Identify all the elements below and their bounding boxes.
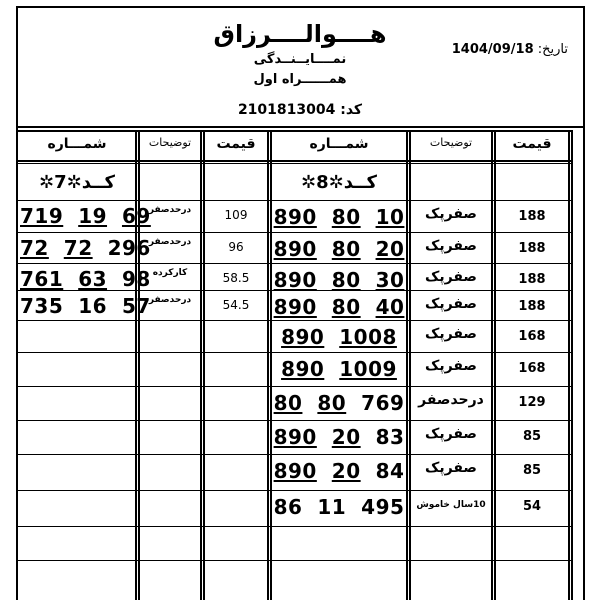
grid-line	[18, 160, 573, 162]
number-part: 80	[317, 391, 347, 415]
number-part: 890	[273, 205, 317, 229]
right-description-header: توضیحات	[429, 136, 473, 149]
right-section-code: کــد✲8✲	[301, 172, 377, 193]
left-section-code: کــد✲7✲	[39, 172, 115, 193]
price: 129	[518, 395, 546, 410]
number-part: 890	[273, 295, 317, 319]
grid-line	[18, 232, 573, 233]
number-part: 69	[121, 204, 151, 228]
date-label: تاریخ:	[537, 42, 568, 57]
number-part: 30	[375, 268, 405, 292]
left-description-header: توضیحات	[148, 136, 192, 149]
number-part: 86	[273, 495, 303, 519]
grid-line	[18, 352, 573, 353]
agency-code	[200, 102, 400, 118]
date	[418, 42, 568, 57]
number-part: 72	[20, 236, 49, 260]
subtitle-agency: نمــــایــنــدگی	[253, 52, 347, 67]
phone-number	[20, 294, 151, 318]
phone-number	[272, 459, 406, 483]
description: کارکرده	[152, 268, 188, 278]
number-part: 719	[20, 204, 64, 228]
number-part: 890	[273, 268, 317, 292]
subtitle-operator: همــــــراه اول	[253, 72, 347, 87]
number-part: 83	[375, 425, 405, 449]
phone-number	[20, 267, 151, 291]
number-part: 80	[273, 391, 303, 415]
phone-number	[272, 268, 406, 292]
number-part: 20	[375, 237, 405, 261]
number-part: 495	[361, 495, 405, 519]
description: صفرپک	[425, 326, 477, 342]
phone-number	[272, 237, 406, 261]
number-part: 84	[375, 459, 405, 483]
phone-number	[272, 495, 406, 519]
description: صفرپک	[425, 358, 477, 374]
number-part: 40	[375, 295, 405, 319]
right-price-header: قیمت	[512, 136, 552, 152]
number-part: 1009	[339, 357, 397, 381]
agency-code-label: کد:	[340, 102, 363, 118]
description: درحدصفر	[148, 295, 192, 305]
number-part: 19	[78, 204, 108, 228]
page-title: هــــوالــــرزاق	[213, 20, 387, 48]
number-part: 890	[273, 425, 317, 449]
number-part: 890	[281, 357, 325, 381]
phone-number	[272, 391, 406, 415]
phone-number	[272, 357, 406, 381]
grid-line	[18, 526, 573, 527]
price: 54.5	[222, 298, 250, 312]
number-part: 890	[281, 325, 325, 349]
description: صفرپک	[425, 296, 477, 312]
grid-line	[18, 560, 573, 561]
price: 188	[518, 209, 546, 224]
description: درحدصفر	[148, 237, 192, 247]
price: 109	[224, 208, 248, 222]
number-part: 1008	[339, 325, 397, 349]
description: صفرپک	[425, 460, 477, 476]
agency-code-value: 2101813004	[237, 102, 336, 118]
grid-line	[18, 200, 573, 201]
grid-line	[18, 163, 573, 164]
number-part: 16	[78, 294, 108, 318]
price: 96	[228, 240, 244, 254]
phone-number	[272, 295, 406, 319]
price: 188	[518, 272, 546, 287]
phone-number	[20, 236, 151, 260]
number-part: 761	[20, 267, 64, 291]
description: درحدصفر	[418, 392, 484, 408]
price: 168	[518, 329, 546, 344]
grid-line	[18, 490, 573, 491]
price: 188	[518, 241, 546, 256]
number-part: 20	[331, 425, 361, 449]
grid-line	[18, 263, 573, 264]
grid-line	[18, 420, 573, 421]
number-part: 63	[78, 267, 108, 291]
phone-number	[20, 204, 151, 228]
price: 85	[522, 429, 542, 444]
grid-line	[18, 454, 573, 455]
right-number-header: شمـــاره	[309, 136, 369, 152]
grid-line	[18, 386, 573, 387]
number-part: 296	[107, 236, 151, 260]
number-part: 769	[361, 391, 405, 415]
description: صفرپک	[425, 238, 477, 254]
description: درحدصفر	[148, 205, 192, 215]
price: 58.5	[222, 271, 250, 285]
number-part: 890	[273, 237, 317, 261]
description: صفرپک	[425, 426, 477, 442]
header-divider	[16, 126, 585, 128]
phone-number	[272, 205, 406, 229]
number-part: 735	[20, 294, 64, 318]
number-part: 80	[331, 295, 361, 319]
number-part: 80	[331, 205, 361, 229]
number-part: 80	[331, 268, 361, 292]
date-value: 1404/09/18	[451, 42, 534, 57]
left-price-header: قیمت	[216, 136, 256, 152]
grid-line	[18, 130, 573, 132]
phone-number	[272, 425, 406, 449]
left-number-header: شمـــاره	[47, 136, 107, 152]
number-part: 890	[273, 459, 317, 483]
price: 188	[518, 299, 546, 314]
grid-line	[18, 320, 573, 321]
description: صفرپک	[425, 206, 477, 222]
description: صفرپک	[425, 269, 477, 285]
price: 168	[518, 361, 546, 376]
phone-number	[272, 325, 406, 349]
number-part: 20	[331, 459, 361, 483]
number-part: 98	[121, 267, 151, 291]
number-part: 57	[121, 294, 151, 318]
price: 85	[522, 463, 542, 478]
number-part: 10	[375, 205, 405, 229]
number-part: 80	[331, 237, 361, 261]
number-part: 11	[317, 495, 347, 519]
number-part: 72	[63, 236, 93, 260]
price: 54	[522, 499, 542, 514]
description: 10سال خاموش	[416, 500, 486, 510]
